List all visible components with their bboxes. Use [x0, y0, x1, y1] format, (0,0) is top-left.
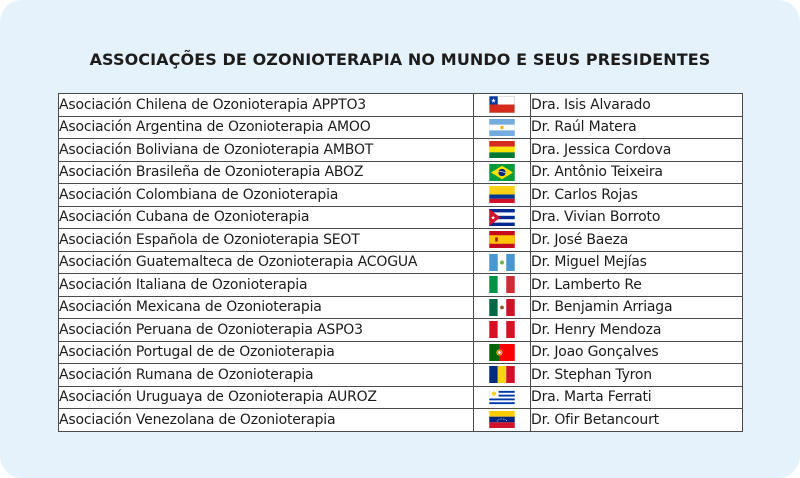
bolivia-flag-icon	[489, 141, 515, 158]
romania-flag-icon	[489, 366, 515, 383]
uruguay-flag-icon	[489, 389, 515, 406]
president-name: Dr. Henry Mendoza	[531, 319, 743, 342]
table-row	[59, 139, 743, 162]
president-name: Dr. Ofir Betancourt	[531, 409, 743, 432]
president-name: Dr. Antônio Teixeira	[531, 161, 743, 184]
association-name: Asociación Española de Ozonioterapia SEOT	[59, 229, 474, 252]
guatemala-flag-icon	[489, 254, 515, 271]
associations-table	[58, 93, 743, 432]
president-name: Dr. Lamberto Re	[531, 274, 743, 297]
portugal-flag-icon	[489, 344, 515, 361]
association-name: Asociación Rumana de Ozonioterapia	[59, 364, 474, 387]
association-name: Asociación Chilena de Ozonioterapia APPTO3	[59, 94, 474, 117]
table-row	[59, 364, 743, 387]
association-name: Asociación Boliviana de Ozonioterapia AMBOT	[59, 139, 474, 162]
table-row	[59, 386, 743, 409]
association-name: Asociación Peruana de Ozonioterapia ASPO3	[59, 319, 474, 342]
page-title: ASSOCIAÇÕES DE OZONIOTERAPIA NO MUNDO E SEUS PRESIDENTES	[89, 50, 711, 69]
italy-flag-icon	[489, 276, 515, 293]
colombia-flag-icon	[489, 186, 515, 203]
table-row	[59, 296, 743, 319]
president-name: Dra. Marta Ferrati	[531, 386, 743, 409]
table-row	[59, 184, 743, 207]
table-row	[59, 251, 743, 274]
president-name: Dra. Jessica Cordova	[531, 139, 743, 162]
argentina-flag-icon	[489, 119, 515, 136]
association-name: Asociación Venezolana de Ozonioterapia	[59, 409, 474, 432]
president-name: Dra. Vivian Borroto	[531, 206, 743, 229]
president-name: Dra. Isis Alvarado	[531, 94, 743, 117]
association-name: Asociación Uruguaya de Ozonioterapia AUROZ	[59, 386, 474, 409]
table-row	[59, 161, 743, 184]
peru-flag-icon	[489, 321, 515, 338]
president-name: Dr. Joao Gonçalves	[531, 341, 743, 364]
table-row	[59, 409, 743, 432]
association-name: Asociación Mexicana de Ozonioterapia	[59, 296, 474, 319]
table-row	[59, 94, 743, 117]
table-row	[59, 341, 743, 364]
brazil-flag-icon	[489, 164, 515, 181]
mexico-flag-icon	[489, 299, 515, 316]
table-row	[59, 229, 743, 252]
association-name: Asociación Guatemalteca de Ozonioterapia ACOGUA	[59, 251, 474, 274]
association-name: Asociación Cubana de Ozonioterapia	[59, 206, 474, 229]
table-row	[59, 274, 743, 297]
table-row	[59, 206, 743, 229]
president-name: Dr. Carlos Rojas	[531, 184, 743, 207]
association-name: Asociación Italiana de Ozonioterapia	[59, 274, 474, 297]
venezuela-flag-icon	[489, 411, 515, 428]
association-name: Asociación Portugal de de Ozonioterapia	[59, 341, 474, 364]
president-name: Dr. Benjamin Arriaga	[531, 296, 743, 319]
president-name: Dr. Miguel Mejías	[531, 251, 743, 274]
chile-flag-icon	[489, 96, 515, 113]
association-name: Asociación Argentina de Ozonioterapia AMOO	[59, 116, 474, 139]
spain-flag-icon	[489, 231, 515, 248]
president-name: Dr. Raúl Matera	[531, 116, 743, 139]
president-name: Dr. José Baeza	[531, 229, 743, 252]
table-row	[59, 116, 743, 139]
cuba-flag-icon	[489, 209, 515, 226]
association-name: Asociación Brasileña de Ozonioterapia ABOZ	[59, 161, 474, 184]
president-name: Dr. Stephan Tyron	[531, 364, 743, 387]
association-name: Asociación Colombiana de Ozonioterapia	[59, 184, 474, 207]
table-row	[59, 319, 743, 342]
